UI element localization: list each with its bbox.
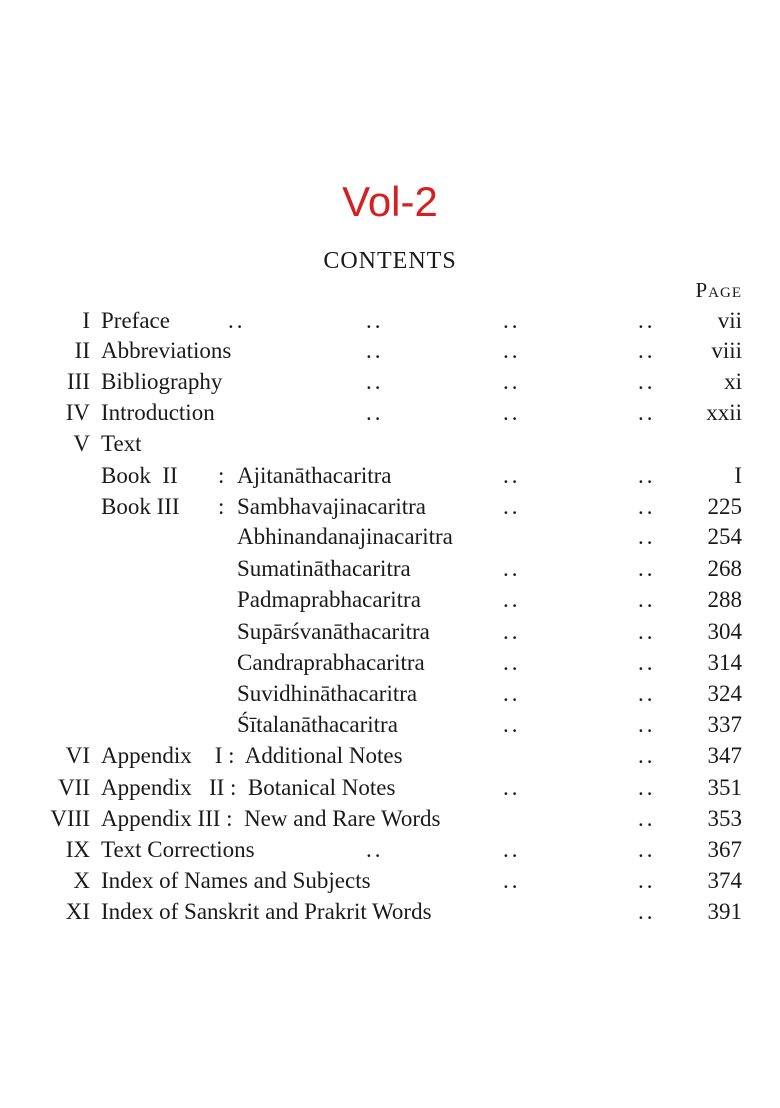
- entry-numeral: X: [73, 868, 90, 893]
- entry-subtitle: Śītalanāthacaritra: [237, 712, 398, 737]
- entry-page: 268: [707, 556, 742, 581]
- toc-entry: [0, 585, 780, 615]
- contents-heading: CONTENTS: [323, 248, 457, 274]
- toc-entry: [0, 648, 780, 678]
- page-column-header: Page: [695, 278, 742, 302]
- dot-leader: ..: [503, 712, 521, 737]
- dot-leader: ..: [638, 650, 656, 675]
- dot-leader: ..: [503, 308, 521, 333]
- dot-leader: ..: [503, 587, 521, 612]
- toc-entry: [0, 679, 780, 709]
- entry-numeral: III: [67, 369, 90, 394]
- entry-title: Index of Names and Subjects: [101, 868, 371, 893]
- entry-title: Appendix II : Botanical Notes: [101, 775, 396, 800]
- entry-numeral: V: [73, 431, 90, 456]
- dot-leader: ..: [503, 400, 521, 425]
- toc-entry: [0, 306, 780, 336]
- entry-title: Appendix I : Additional Notes: [101, 743, 403, 768]
- toc-entry: [0, 897, 780, 927]
- entry-page: 304: [707, 619, 742, 644]
- dot-leader: ..: [638, 806, 656, 831]
- entry-page: xxii: [706, 400, 742, 425]
- entry-page: xi: [724, 369, 742, 394]
- toc-entry: [0, 367, 780, 397]
- toc-entry: [0, 522, 780, 552]
- dot-leader: ..: [638, 400, 656, 425]
- entry-subtitle: Supārśvanāthacaritra: [237, 619, 430, 644]
- dot-leader: ..: [638, 308, 656, 333]
- entry-page: 225: [707, 494, 742, 519]
- toc-entry: [0, 554, 780, 584]
- toc-entry: [0, 866, 780, 896]
- dot-leader: ..: [638, 587, 656, 612]
- dot-leader: ..: [638, 463, 656, 488]
- entry-page: 374: [707, 868, 742, 893]
- colon-separator: :: [218, 494, 225, 519]
- dot-leader: ..: [638, 681, 656, 706]
- dot-leader: ..: [503, 338, 521, 363]
- entry-page: 391: [707, 899, 742, 924]
- entry-subtitle: Sumatināthacaritra: [237, 556, 411, 581]
- entry-title: Introduction: [101, 400, 215, 425]
- dot-leader: ..: [228, 308, 246, 333]
- dot-leader: ..: [503, 775, 521, 800]
- entry-numeral: I: [82, 308, 90, 333]
- dot-leader: ..: [503, 837, 521, 862]
- entry-subtitle: Ajitanāthacaritra: [237, 463, 392, 488]
- toc-entry: [0, 429, 780, 459]
- dot-leader: ..: [638, 494, 656, 519]
- dot-leader: ..: [638, 775, 656, 800]
- entry-numeral: VIII: [50, 806, 90, 831]
- entry-subtitle: Abhinandanajinacaritra: [237, 524, 453, 549]
- entry-page: 288: [707, 587, 742, 612]
- entry-page: 337: [707, 712, 742, 737]
- entry-numeral: IX: [65, 837, 90, 862]
- dot-leader: ..: [366, 338, 384, 363]
- dot-leader: ..: [503, 619, 521, 644]
- entry-title: Text Corrections: [101, 837, 255, 862]
- dot-leader: ..: [638, 369, 656, 394]
- dot-leader: ..: [366, 308, 384, 333]
- entry-page: 314: [707, 650, 742, 675]
- entry-page: 353: [707, 806, 742, 831]
- entry-subtitle: Suvidhināthacaritra: [237, 681, 418, 706]
- dot-leader: ..: [503, 463, 521, 488]
- entry-page: 367: [707, 837, 742, 862]
- dot-leader: ..: [366, 400, 384, 425]
- dot-leader: ..: [638, 712, 656, 737]
- dot-leader: ..: [503, 494, 521, 519]
- dot-leader: ..: [638, 899, 656, 924]
- toc-entry: [0, 617, 780, 647]
- entry-page: I: [734, 463, 742, 488]
- entry-numeral: II: [74, 338, 90, 363]
- entry-numeral: XI: [65, 899, 90, 924]
- entry-numeral: VI: [65, 743, 90, 768]
- entry-numeral: IV: [65, 400, 90, 425]
- entry-title: Text: [101, 431, 142, 456]
- entry-numeral: VII: [58, 775, 90, 800]
- entry-page: 254: [707, 524, 742, 549]
- toc-entry: [0, 710, 780, 740]
- toc-entry: [0, 741, 780, 771]
- toc-entry: [0, 336, 780, 366]
- toc-entry: [0, 773, 780, 803]
- book-label: Book III: [101, 494, 180, 519]
- entry-page: vii: [717, 308, 742, 333]
- entry-page: 351: [707, 775, 742, 800]
- toc-entry: [0, 804, 780, 834]
- book-label: Book II: [101, 463, 178, 488]
- dot-leader: ..: [503, 868, 521, 893]
- entry-subtitle: Candraprabhacaritra: [237, 650, 425, 675]
- dot-leader: ..: [503, 650, 521, 675]
- dot-leader: ..: [638, 338, 656, 363]
- toc-entry: [0, 835, 780, 865]
- entry-page: 324: [707, 681, 742, 706]
- toc-entry: [0, 461, 780, 491]
- dot-leader: ..: [503, 556, 521, 581]
- dot-leader: ..: [366, 837, 384, 862]
- toc-entry: [0, 492, 780, 522]
- dot-leader: ..: [638, 868, 656, 893]
- dot-leader: ..: [638, 556, 656, 581]
- entry-title: Appendix III : New and Rare Words: [101, 806, 441, 831]
- entry-page: viii: [711, 338, 742, 363]
- dot-leader: ..: [366, 369, 384, 394]
- entry-title: Preface: [101, 308, 170, 333]
- entry-page: 347: [707, 743, 742, 768]
- entry-title: Abbreviations: [101, 338, 232, 363]
- dot-leader: ..: [638, 619, 656, 644]
- dot-leader: ..: [503, 369, 521, 394]
- entry-title: Bibliography: [101, 369, 223, 394]
- dot-leader: ..: [638, 837, 656, 862]
- colon-separator: :: [218, 463, 225, 488]
- entry-subtitle: Sambhavajinacaritra: [237, 494, 427, 519]
- dot-leader: ..: [503, 681, 521, 706]
- toc-entry: [0, 398, 780, 428]
- dot-leader: ..: [638, 524, 656, 549]
- volume-label: Vol-2: [342, 178, 438, 225]
- entry-subtitle: Padmaprabhacaritra: [237, 587, 421, 612]
- dot-leader: ..: [638, 743, 656, 768]
- entry-title: Index of Sanskrit and Prakrit Words: [101, 899, 432, 924]
